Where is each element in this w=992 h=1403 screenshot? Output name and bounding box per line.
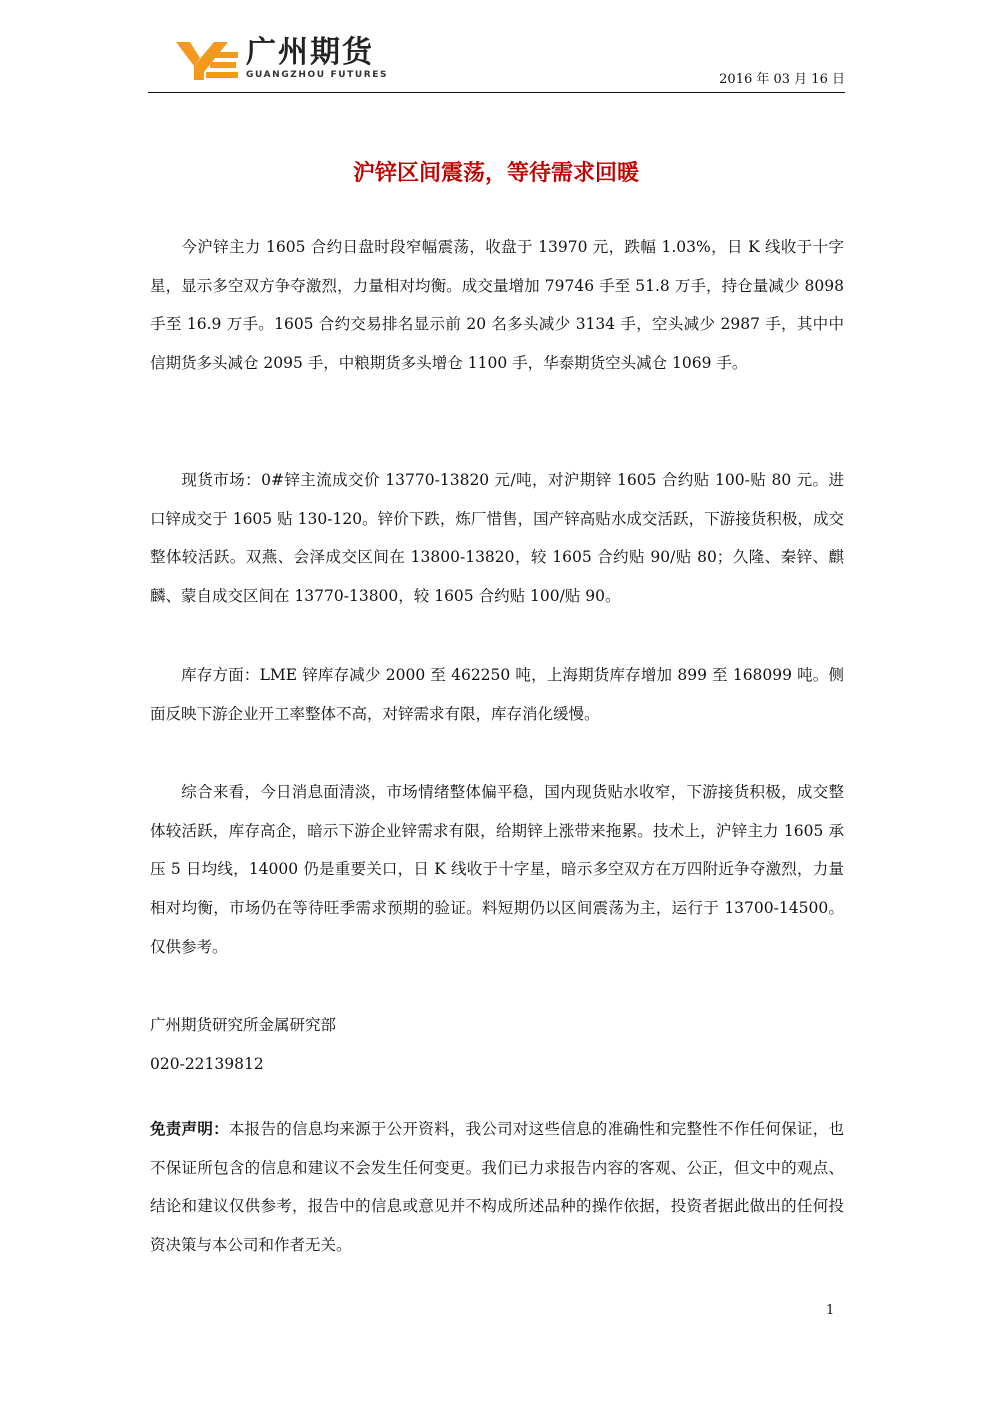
paragraph-market-summary bbox=[150, 228, 844, 383]
paragraph-text: 现货市场：0#锌主流成交价 13770-13820 元/吨，对沪期锌 1605 合约贴 100-贴 80 元。进口锌成交于 1605 贴 130-120。锌价下跌，炼厂惜售，国产锌高贴水成交活跃，下游接货积极，成交整体较活跃。双燕、会泽成交区间在 13800-13820，较 1605 合约贴 90/贴 80；久隆、秦锌、麒麟、蒙自成交区间在 13770-13800，较 1605 合约贴 100/贴 90。 bbox=[150, 471, 844, 606]
paragraph-text: 今沪锌主力 1605 合约日盘时段窄幅震荡，收盘于 13970 元，跌幅 1.03%，日 K 线收于十字星，显示多空双方争夺激烈，力量相对均衡。成交量增加 79746 手至 51.8 万手，持仓量减少 8098 手至 16.9 万手。1605 合约交易排名显示前 20 名多头减少 3134 手，空头减少 2987 手，其中中信期货多头减仓 2095 手，中粮期货多头增仓 1100 手，华泰期货空头减仓 1069 手。 bbox=[150, 238, 844, 373]
report-header bbox=[148, 30, 845, 94]
logo-english-name: GUANGZHOU FUTURES bbox=[246, 70, 389, 80]
department-name: 广州期货研究所金属研究部 bbox=[150, 1016, 337, 1034]
paragraph-outlook bbox=[150, 773, 844, 967]
logo-chinese-name: 广州期货 bbox=[246, 35, 374, 70]
disclaimer-label: 免责声明： bbox=[150, 1119, 229, 1138]
disclaimer-text: 本报告的信息均来源于公开资料，我公司对这些信息的准确性和完整性不作任何保证，也不保证所包含的信息和建议不会发生任何变更。我们已力求报告内容的客观、公正，但文中的观点、结论和建议仅供参考，报告中的信息或意见并不构成所述品种的操作依据，投资者据此做出的任何投资决策与本公司和作者无关。 bbox=[150, 1120, 844, 1255]
report-title: 沪锌区间震荡，等待需求回暖 bbox=[352, 160, 639, 186]
paragraph-text: 综合来看，今日消息面清淡，市场情绪整体偏平稳，国内现货贴水收窄，下游接货积极，成交整体较活跃，库存高企，暗示下游企业锌需求有限，给期锌上涨带来拖累。技术上，沪锌主力 1605 承压 5 日均线，14000 仍是重要关口，日 K 线收于十字星，暗示多空双方在万四附近争夺激烈，力量相对均衡，市场仍在等待旺季需求预期的验证。料短期仍以区间震荡为主，运行于 13700-14500。仅供参考。 bbox=[150, 783, 844, 956]
report-date: 2016 年 03 月 16 日 bbox=[719, 72, 845, 87]
company-logo-icon bbox=[174, 38, 240, 82]
page-number: 1 bbox=[826, 1303, 835, 1318]
disclaimer bbox=[150, 1110, 844, 1265]
paragraph-text: 库存方面：LME 锌库存减少 2000 至 462250 吨，上海期货库存增加 899 至 168099 吨。侧面反映下游企业开工率整体不高，对锌需求有限，库存消化缓慢。 bbox=[150, 666, 844, 723]
paragraph-inventory bbox=[150, 656, 844, 733]
header-divider bbox=[148, 92, 845, 93]
contact-phone: 020-22139812 bbox=[150, 1055, 264, 1073]
paragraph-spot-market bbox=[150, 461, 844, 616]
